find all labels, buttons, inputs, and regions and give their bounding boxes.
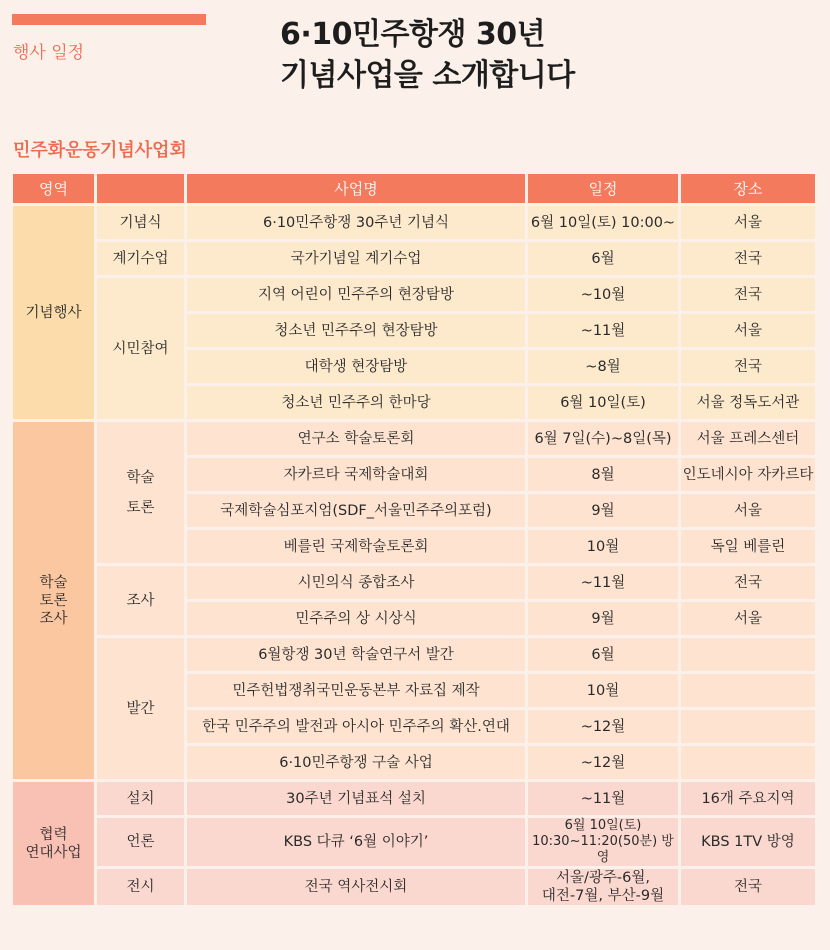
name-cell: 민주헌법쟁취국민운동본부 자료집 제작: [187, 674, 525, 707]
place-cell: 전국: [681, 242, 815, 275]
schedule-table: [10, 171, 818, 908]
name-cell: 국제학술심포지엄(SDF_서울민주주의포럼): [187, 494, 525, 527]
date-cell: 10월: [528, 530, 678, 563]
date-cell: ~11월: [528, 566, 678, 599]
name-cell: 대학생 현장탐방: [187, 350, 525, 383]
header-date: 일정: [528, 174, 678, 203]
place-cell: 독일 베를린: [681, 530, 815, 563]
table-row: [13, 278, 815, 311]
place-cell: 서울: [681, 314, 815, 347]
name-cell: 6·10민주항쟁 30주년 기념식: [187, 206, 525, 239]
category-cell: 전시: [97, 869, 184, 905]
name-cell: 30주년 기념표석 설치: [187, 782, 525, 815]
place-cell: [681, 746, 815, 779]
place-cell: 서울: [681, 494, 815, 527]
area-cell: 학술 토론 조사: [13, 422, 94, 779]
place-cell: 서울: [681, 602, 815, 635]
name-cell: 시민의식 종합조사: [187, 566, 525, 599]
category-cell: 계기수업: [97, 242, 184, 275]
table-row: [13, 638, 815, 671]
category-cell: 조사: [97, 566, 184, 635]
table-row: [13, 242, 815, 275]
date-cell: 서울/광주-6월, 대전-7월, 부산-9월: [528, 869, 678, 905]
name-cell: 자카르타 국제학술대회: [187, 458, 525, 491]
name-cell: 청소년 민주주의 한마당: [187, 386, 525, 419]
place-cell: [681, 674, 815, 707]
date-cell: ~12월: [528, 746, 678, 779]
category-cell: 발간: [97, 638, 184, 779]
date-cell: 6월: [528, 638, 678, 671]
place-cell: [681, 638, 815, 671]
category-cell: 언론: [97, 818, 184, 866]
name-cell: 전국 역사전시회: [187, 869, 525, 905]
header-area: 영역: [13, 174, 94, 203]
date-cell: 6월 7일(수)~8일(목): [528, 422, 678, 455]
table-row: [13, 869, 815, 905]
title-line-1: 6·10민주항쟁 30년: [280, 17, 546, 52]
page-title: [280, 14, 575, 96]
date-cell: 10월: [528, 674, 678, 707]
category-cell: 설치: [97, 782, 184, 815]
date-cell: ~12월: [528, 710, 678, 743]
organization-name: 민주화운동기념사업회: [13, 140, 187, 161]
section-label: 행사 일정: [13, 43, 85, 63]
table-row: [13, 422, 815, 455]
name-cell: 국가기념일 계기수업: [187, 242, 525, 275]
name-cell: 6월항쟁 30년 학술연구서 발간: [187, 638, 525, 671]
date-cell: 6월 10일(토) 10:00~: [528, 206, 678, 239]
date-cell: ~11월: [528, 782, 678, 815]
name-cell: 6·10민주항쟁 구술 사업: [187, 746, 525, 779]
place-cell: [681, 710, 815, 743]
date-cell: 8월: [528, 458, 678, 491]
place-cell: 서울 프레스센터: [681, 422, 815, 455]
table-header-row: [13, 174, 815, 203]
name-cell: 베를린 국제학술토론회: [187, 530, 525, 563]
category-cell: 기념식: [97, 206, 184, 239]
place-cell: 인도네시아 자카르타: [681, 458, 815, 491]
date-cell: ~10월: [528, 278, 678, 311]
header-category: [97, 174, 184, 203]
name-cell: 연구소 학술토론회: [187, 422, 525, 455]
place-cell: 16개 주요지역: [681, 782, 815, 815]
area-cell: 협력 연대사업: [13, 782, 94, 905]
title-line-2: 기념사업을 소개합니다: [280, 58, 575, 93]
date-cell: 9월: [528, 602, 678, 635]
place-cell: KBS 1TV 방영: [681, 818, 815, 866]
table-row: [13, 206, 815, 239]
name-cell: 민주주의 상 시상식: [187, 602, 525, 635]
place-cell: 전국: [681, 278, 815, 311]
name-cell: 지역 어린이 민주주의 현장탐방: [187, 278, 525, 311]
place-cell: 서울 정독도서관: [681, 386, 815, 419]
date-cell: ~11월: [528, 314, 678, 347]
date-cell: 6월 10일(토) 10:30~11:20(50분) 방영: [528, 818, 678, 866]
category-cell: 시민참여: [97, 278, 184, 419]
place-cell: 전국: [681, 350, 815, 383]
header-name: 사업명: [187, 174, 525, 203]
name-cell: 청소년 민주주의 현장탐방: [187, 314, 525, 347]
category-cell: 학술 토론: [97, 422, 184, 563]
table-row: [13, 566, 815, 599]
area-cell: 기념행사: [13, 206, 94, 419]
table-row: [13, 818, 815, 866]
table-row: [13, 782, 815, 815]
place-cell: 전국: [681, 869, 815, 905]
date-cell: 6월 10일(토): [528, 386, 678, 419]
name-cell: KBS 다큐 ‘6월 이야기’: [187, 818, 525, 866]
date-cell: ~8월: [528, 350, 678, 383]
top-accent-bar: [12, 14, 206, 25]
date-cell: 9월: [528, 494, 678, 527]
header-place: 장소: [681, 174, 815, 203]
place-cell: 전국: [681, 566, 815, 599]
date-cell: 6월: [528, 242, 678, 275]
name-cell: 한국 민주주의 발전과 아시아 민주주의 확산.연대: [187, 710, 525, 743]
place-cell: 서울: [681, 206, 815, 239]
